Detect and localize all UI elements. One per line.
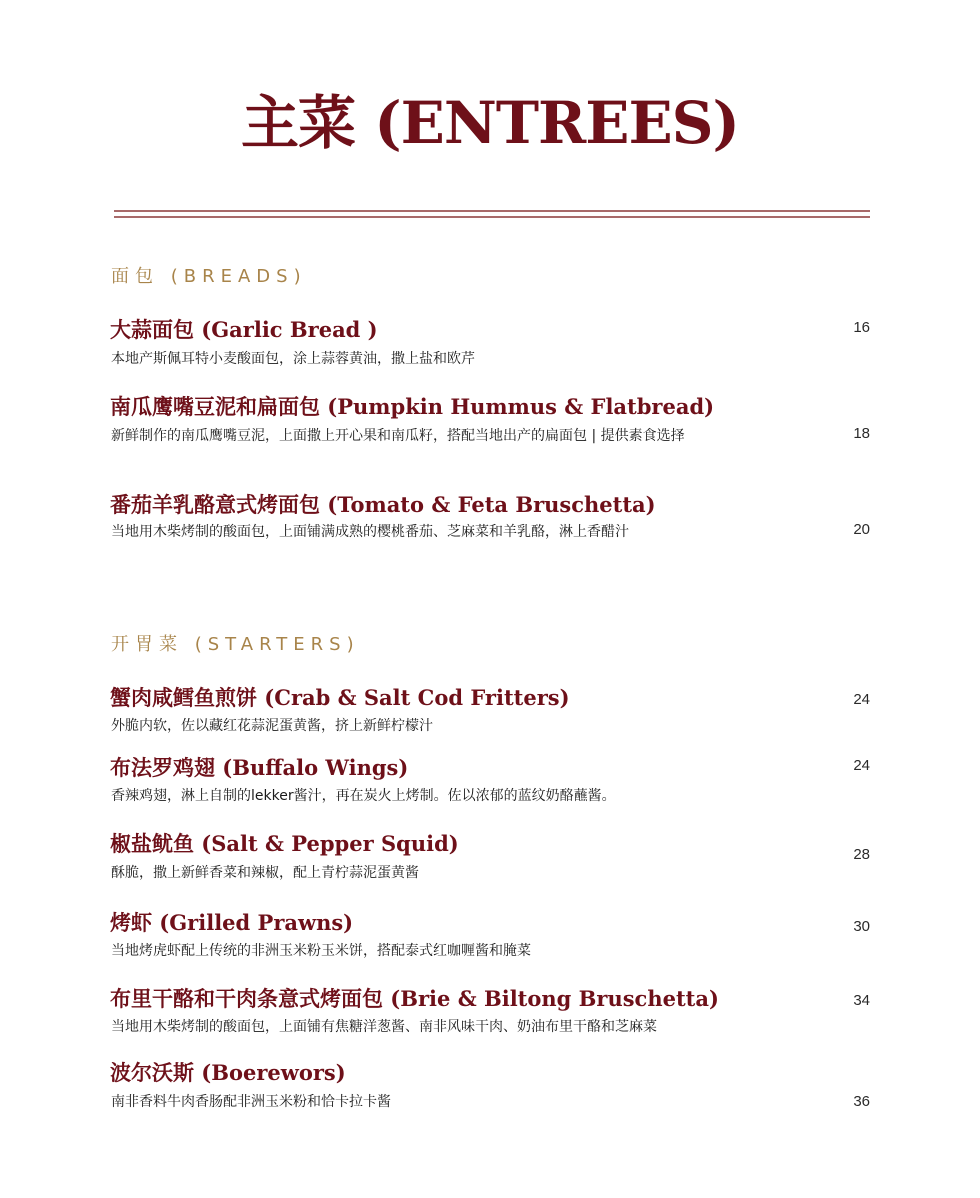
menu-item-price: 36 xyxy=(853,1093,870,1110)
page-title: 主菜 (ENTREES) xyxy=(241,89,739,157)
menu-item-description: 当地用木柴烤制的酸面包，上面铺有焦糖洋葱酱、南非风味干肉、奶油布里干酪和芝麻菜 xyxy=(111,1019,657,1035)
menu-item-price: 30 xyxy=(853,918,870,935)
menu-item-name: 蟹肉咸鳕鱼煎饼 (Crab & Salt Cod Fritters) xyxy=(110,685,570,710)
menu-item-name: 椒盐鱿鱼 (Salt & Pepper Squid) xyxy=(110,831,459,856)
menu-item-description: 本地产斯佩耳特小麦酸面包，涂上蒜蓉黄油，撒上盐和欧芹 xyxy=(111,351,475,367)
section-title-starters: 开胃菜 (STARTERS) xyxy=(111,634,360,655)
menu-item-description: 酥脆，撒上新鲜香菜和辣椒，配上青柠蒜泥蛋黄酱 xyxy=(111,865,419,881)
menu-item-description: 南非香料牛肉香肠配非洲玉米粉和恰卡拉卡酱 xyxy=(111,1094,391,1110)
menu-item-name: 布法罗鸡翅 (Buffalo Wings) xyxy=(110,755,409,780)
menu-item-description: 香辣鸡翅，淋上自制的lekker酱汁，再在炭火上烤制。佐以浓郁的蓝纹奶酪蘸酱。 xyxy=(111,788,616,804)
menu-item-price: 28 xyxy=(853,846,870,863)
menu-item-price: 24 xyxy=(853,691,870,708)
menu-item-price: 34 xyxy=(853,992,870,1009)
title-divider-bottom xyxy=(114,216,870,218)
menu-item-description: 当地用木柴烤制的酸面包，上面铺满成熟的樱桃番茄、芝麻菜和羊乳酪，淋上香醋汁 xyxy=(111,524,629,540)
title-divider-top xyxy=(114,210,870,212)
menu-item-name: 南瓜鹰嘴豆泥和扁面包 (Pumpkin Hummus & Flatbread) xyxy=(110,394,715,419)
menu-item-price: 18 xyxy=(853,425,870,442)
menu-item-name: 布里干酪和干肉条意式烤面包 (Brie & Biltong Bruschetta) xyxy=(110,986,719,1011)
menu-item-price: 20 xyxy=(853,521,870,538)
menu-item-price: 24 xyxy=(853,757,870,774)
menu-item-name: 波尔沃斯 (Boerewors) xyxy=(110,1060,346,1085)
menu-item-description: 外脆内软，佐以藏红花蒜泥蛋黄酱，挤上新鲜柠檬汁 xyxy=(111,718,433,734)
menu-item-description: 当地烤虎虾配上传统的非洲玉米粉玉米饼，搭配泰式红咖喱酱和腌菜 xyxy=(111,943,531,959)
menu-item-name: 大蒜面包 (Garlic Bread ) xyxy=(110,317,378,342)
menu-item-price: 16 xyxy=(853,319,870,336)
menu-item-name: 烤虾 (Grilled Prawns) xyxy=(110,910,354,935)
menu-item-description: 新鲜制作的南瓜鹰嘴豆泥，上面撒上开心果和南瓜籽，搭配当地出产的扁面包 | 提供素食选择 xyxy=(111,428,685,444)
section-title-breads: 面包 (BREADS) xyxy=(111,266,307,287)
menu-item-name: 番茄羊乳酪意式烤面包 (Tomato & Feta Bruschetta) xyxy=(110,492,656,517)
